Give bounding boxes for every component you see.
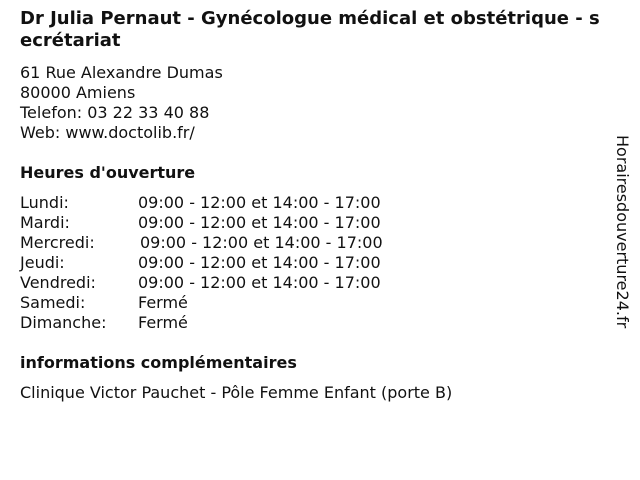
hours-value: 09:00 - 12:00 et 14:00 - 17:00 <box>138 253 381 272</box>
opening-hours-heading: Heures d'ouverture <box>20 163 196 182</box>
phone-number: Telefon: 03 22 33 40 88 <box>20 103 210 122</box>
opening-hours-table <box>20 193 383 333</box>
day-label: Lundi: <box>20 193 69 212</box>
hours-row-tuesday <box>20 213 383 233</box>
hours-value: 09:00 - 12:00 et 14:00 - 17:00 <box>138 273 381 292</box>
website: Web: www.doctolib.fr/ <box>20 123 195 142</box>
day-label: Dimanche: <box>20 313 107 332</box>
hours-row-saturday <box>20 293 383 313</box>
address-block <box>20 63 223 143</box>
hours-value: 09:00 - 12:00 et 14:00 - 17:00 <box>138 213 381 232</box>
address-street: 61 Rue Alexandre Dumas <box>20 63 223 82</box>
additional-info-text: Clinique Victor Pauchet - Pôle Femme Enfant (porte B) <box>20 383 453 402</box>
hours-row-sunday <box>20 313 383 333</box>
additional-info-heading: informations complémentaires <box>20 353 297 372</box>
day-label: Vendredi: <box>20 273 96 292</box>
hours-value: Fermé <box>138 313 188 332</box>
day-label: Mardi: <box>20 213 70 232</box>
hours-row-thursday <box>20 253 383 273</box>
site-watermark: Horairesdouverture24.fr <box>613 135 632 329</box>
hours-row-wednesday <box>20 233 383 253</box>
hours-value: 09:00 - 12:00 et 14:00 - 17:00 <box>138 193 381 212</box>
hours-row-monday <box>20 193 383 213</box>
day-label: Samedi: <box>20 293 86 312</box>
hours-value: Fermé <box>138 293 188 312</box>
day-label: Mercredi: <box>20 233 95 252</box>
address-city: 80000 Amiens <box>20 83 136 102</box>
hours-row-friday <box>20 273 383 293</box>
hours-value: 09:00 - 12:00 et 14:00 - 17:00 <box>140 233 383 252</box>
day-label: Jeudi: <box>20 253 65 272</box>
page-title: Dr Julia Pernaut - Gynécologue médical et obstétrique - secrétariat <box>20 8 600 51</box>
